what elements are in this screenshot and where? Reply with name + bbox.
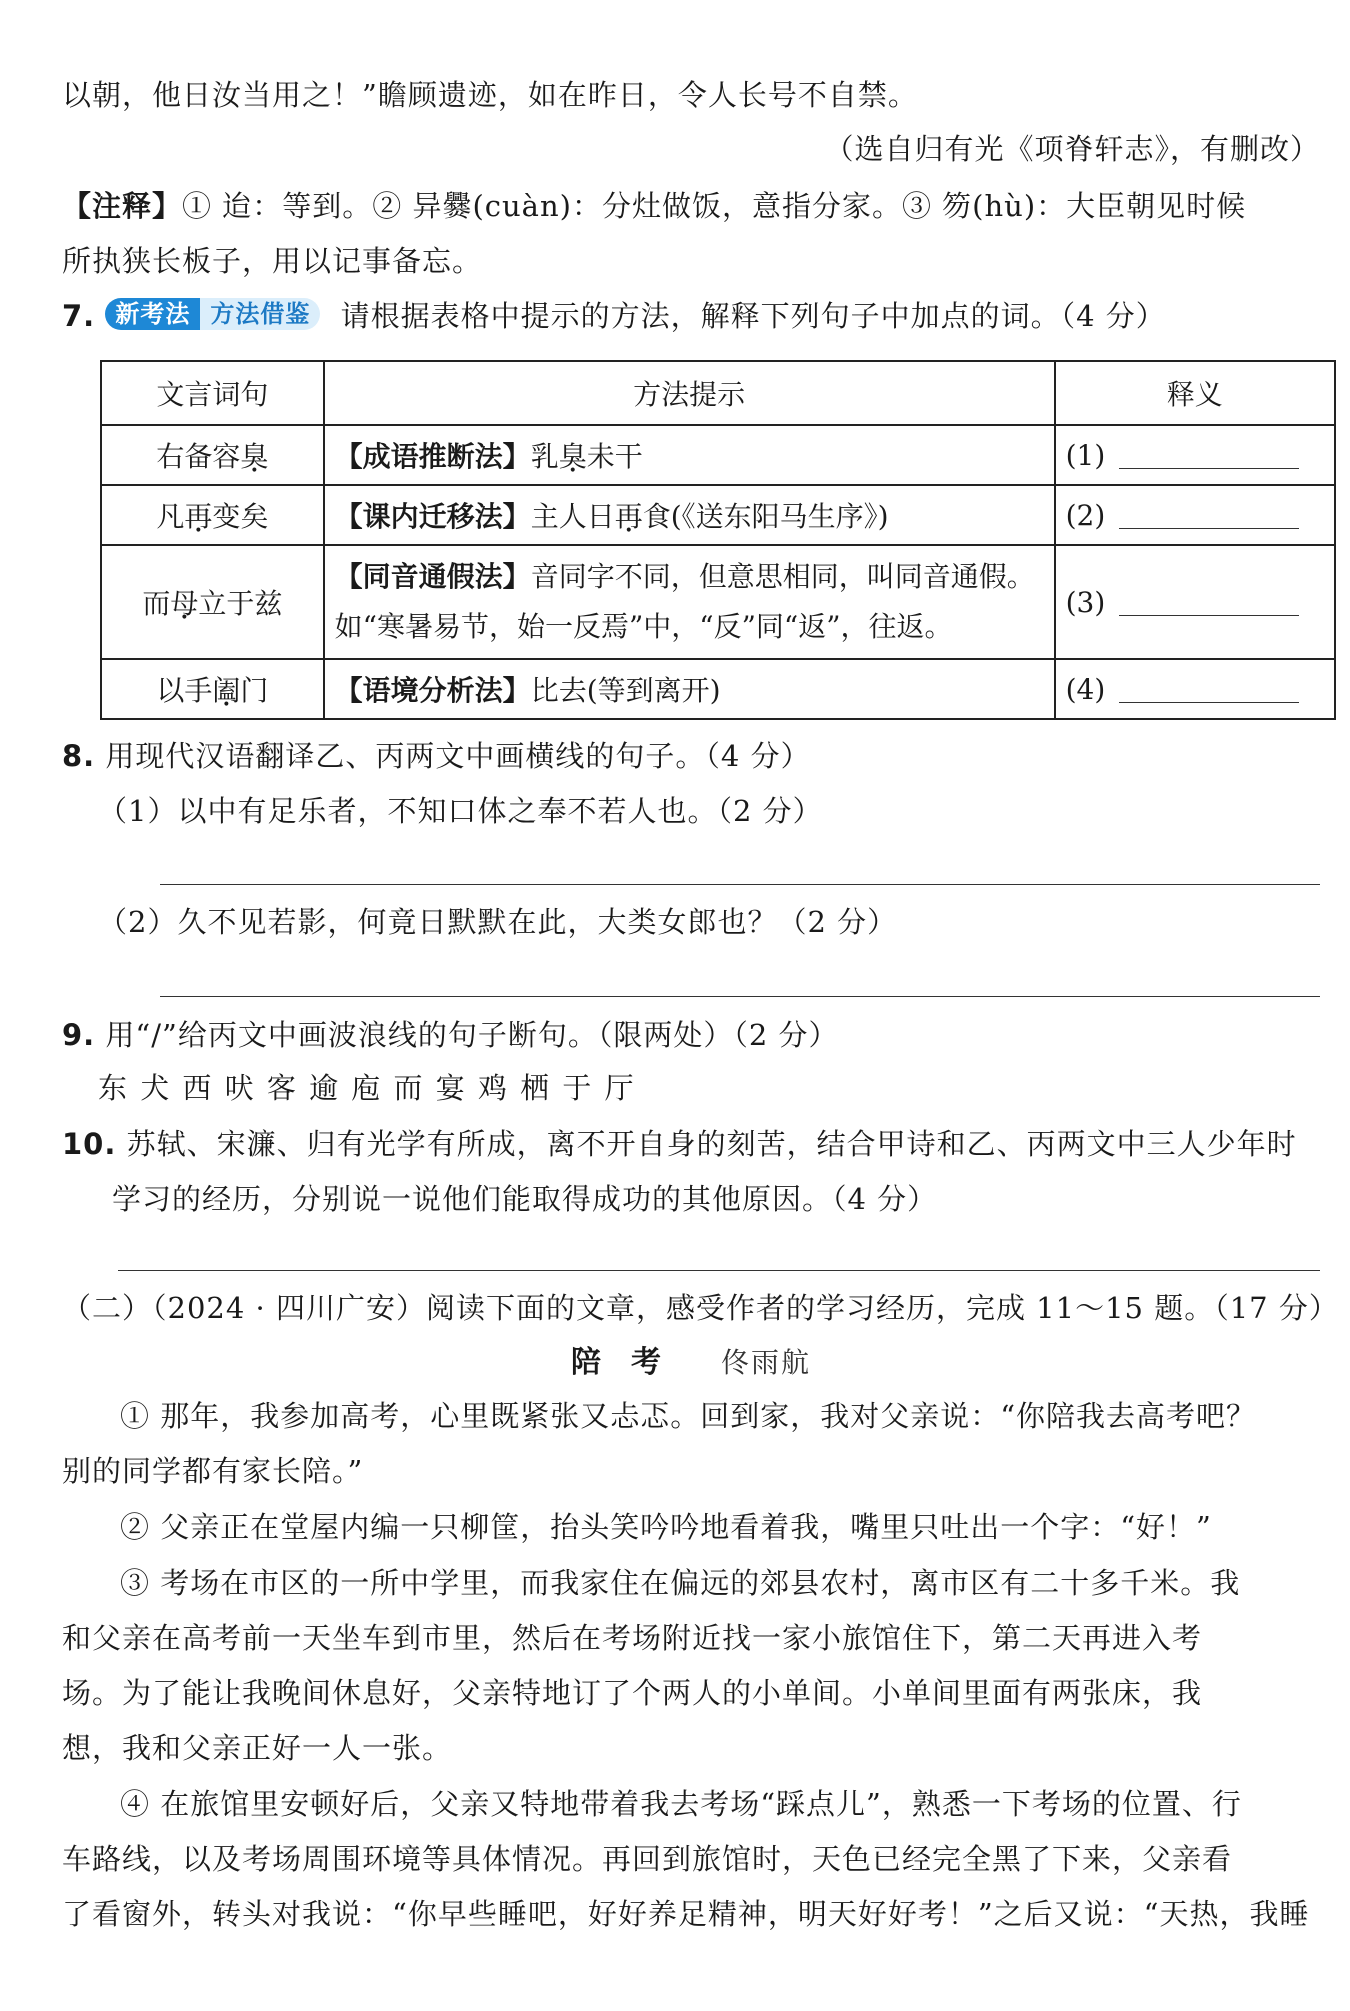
answer-cell[interactable]: (1)	[1055, 425, 1335, 485]
dotted-char: 母	[170, 587, 199, 620]
question-text: 苏轼、宋濂、归有光学有所成，离不开自身的刻苦，结合甲诗和乙、丙两文中三人少年时	[126, 1127, 1297, 1161]
answer-cell[interactable]: (4)	[1055, 659, 1335, 719]
annotation-line-2: 所执狭长板子，用以记事备忘。	[62, 244, 483, 278]
paragraph-line: 别的同学都有家长陪。”	[62, 1454, 364, 1488]
dotted-char: 再	[614, 500, 643, 533]
new-format-badge: 新考法	[105, 298, 200, 330]
answer-line[interactable]	[160, 996, 1320, 997]
method-cell: 【成语推断法】乳臭未干	[324, 425, 1055, 485]
answer-line[interactable]	[118, 1270, 1320, 1271]
answer-blank[interactable]	[1119, 674, 1299, 703]
paragraph-line: 车路线，以及考场周围环境等具体情况。再回到旅馆时，天色已经完全黑了下来，父亲看	[62, 1842, 1233, 1876]
method-name: 【同音通假法】	[334, 560, 531, 593]
article-author: 佟雨航	[720, 1346, 811, 1379]
col-header-phrase: 文言词句	[101, 361, 324, 425]
annotation-text: ① 迨：等到。② 异爨(cuàn)：分灶做饭，意指分家。③ 笏(hù)：大臣朝见时候	[182, 189, 1247, 223]
method-cell: 【语境分析法】比去(等到离开)	[324, 659, 1055, 719]
annotation-line	[62, 185, 1320, 227]
answer-blank[interactable]	[1119, 440, 1299, 469]
method-name: 【成语推断法】	[334, 440, 531, 473]
paragraph-line: 场。为了能让我晚间休息好，父亲特地订了个两人的小单间。小单间里面有两张床，我	[62, 1676, 1203, 1710]
paragraph-line: ④ 在旅馆里安顿好后，父亲又特地带着我去考场“踩点儿”，熟悉一下考场的位置、行	[120, 1787, 1242, 1821]
phrase-cell: 以手阖门	[101, 659, 324, 719]
article-title-line	[62, 1341, 1320, 1384]
question-number: 8.	[62, 739, 96, 773]
table-header-row	[101, 361, 1335, 425]
method-badge: 方法借鉴	[200, 298, 320, 330]
question-text: 用现代汉语翻译乙、丙两文中画横线的句子。（4 分）	[105, 739, 811, 773]
method-cell: 【同音通假法】音同字不同，但意思相同，叫同音通假。 如“寒暑易节，始一反焉”中，“反”同“返”，往返。	[324, 545, 1055, 659]
sub-question-2: （2）久不见若影，何竟日默默在此，大类女郎也？（2 分）	[98, 905, 898, 939]
answer-cell[interactable]: (2)	[1055, 485, 1335, 545]
phrase-cell: 而母立于兹	[101, 545, 324, 659]
sentence-to-punctuate: 东 犬 西 吠 客 逾 庖 而 宴 鸡 栖 于 厅	[98, 1071, 636, 1105]
paragraph-line: ① 那年，我参加高考，心里既紧张又忐忑。回到家，我对父亲说：“你陪我去高考吧？	[120, 1399, 1257, 1433]
dotted-char: 再	[184, 500, 213, 533]
phrase-cell: 右备容臭	[101, 425, 324, 485]
col-header-method: 方法提示	[324, 361, 1055, 425]
question-text: 请根据表格中提示的方法，解释下列句子中加点的词。（4 分）	[340, 299, 1166, 333]
answer-line[interactable]	[160, 884, 1320, 885]
method-name: 【语境分析法】	[334, 674, 531, 707]
col-header-meaning: 释义	[1055, 361, 1335, 425]
answer-blank[interactable]	[1119, 587, 1299, 616]
paragraph-line: ② 父亲正在堂屋内编一只柳筐，抬头笑吟吟地看着我，嘴里只吐出一个字：“好！”	[120, 1510, 1212, 1544]
question-number: 10.	[62, 1127, 117, 1161]
sub-question-1: （1）以中有足乐者，不知口体之奉不若人也。（2 分）	[98, 794, 823, 828]
question-text: 用“/”给丙文中画波浪线的句子断句。（限两处）（2 分）	[105, 1018, 839, 1052]
source-citation: （选自归有光《项脊轩志》，有删改）	[824, 132, 1320, 166]
question-7	[62, 295, 1320, 337]
paragraph-line: ③ 考场在市区的一所中学里，而我家住在偏远的郊县农村，离市区有二十多千米。我	[120, 1566, 1241, 1600]
question-10-line-2: 学习的经历，分别说一说他们能取得成功的其他原因。（4 分）	[112, 1182, 938, 1216]
article-title: 陪考	[570, 1345, 691, 1380]
table-row	[101, 485, 1335, 545]
question-9	[62, 1014, 1320, 1056]
dotted-char: 阖	[212, 674, 241, 707]
table-row	[101, 425, 1335, 485]
section-header: （二）（2024 · 四川广安）阅读下面的文章，感受作者的学习经历，完成 11～15 题。（17 分）	[62, 1291, 1339, 1325]
question-10	[62, 1123, 1320, 1165]
paragraph-line: 和父亲在高考前一天坐车到市里，然后在考场附近找一家小旅馆住下，第二天再进入考	[62, 1621, 1203, 1655]
answer-cell[interactable]: (3)	[1055, 545, 1335, 659]
phrase-cell: 凡再变矣	[101, 485, 324, 545]
table-row	[101, 545, 1335, 659]
paragraph-line: 了看窗外，转头对我说：“你早些睡吧，好好养足精神，明天好好考！”之后又说：“天热，我睡	[62, 1897, 1310, 1931]
method-name: 【课内迁移法】	[334, 500, 531, 533]
question-number: 9.	[62, 1018, 96, 1052]
answer-blank[interactable]	[1119, 500, 1299, 529]
dotted-char: 臭	[558, 440, 587, 473]
paragraph-line: 想，我和父亲正好一人一张。	[62, 1731, 453, 1765]
dotted-char: 臭	[240, 440, 269, 473]
question-number: 7.	[62, 299, 96, 333]
table-row	[101, 659, 1335, 719]
question-8	[62, 735, 1320, 777]
method-cell: 【课内迁移法】主人日再食(《送东阳马生序》)	[324, 485, 1055, 545]
annotation-label: 【注释】	[62, 189, 183, 223]
passage-line: 以朝，他日汝当用之！”瞻顾遗迹，如在昨日，令人长号不自禁。	[62, 78, 918, 112]
method-table	[100, 360, 1336, 720]
